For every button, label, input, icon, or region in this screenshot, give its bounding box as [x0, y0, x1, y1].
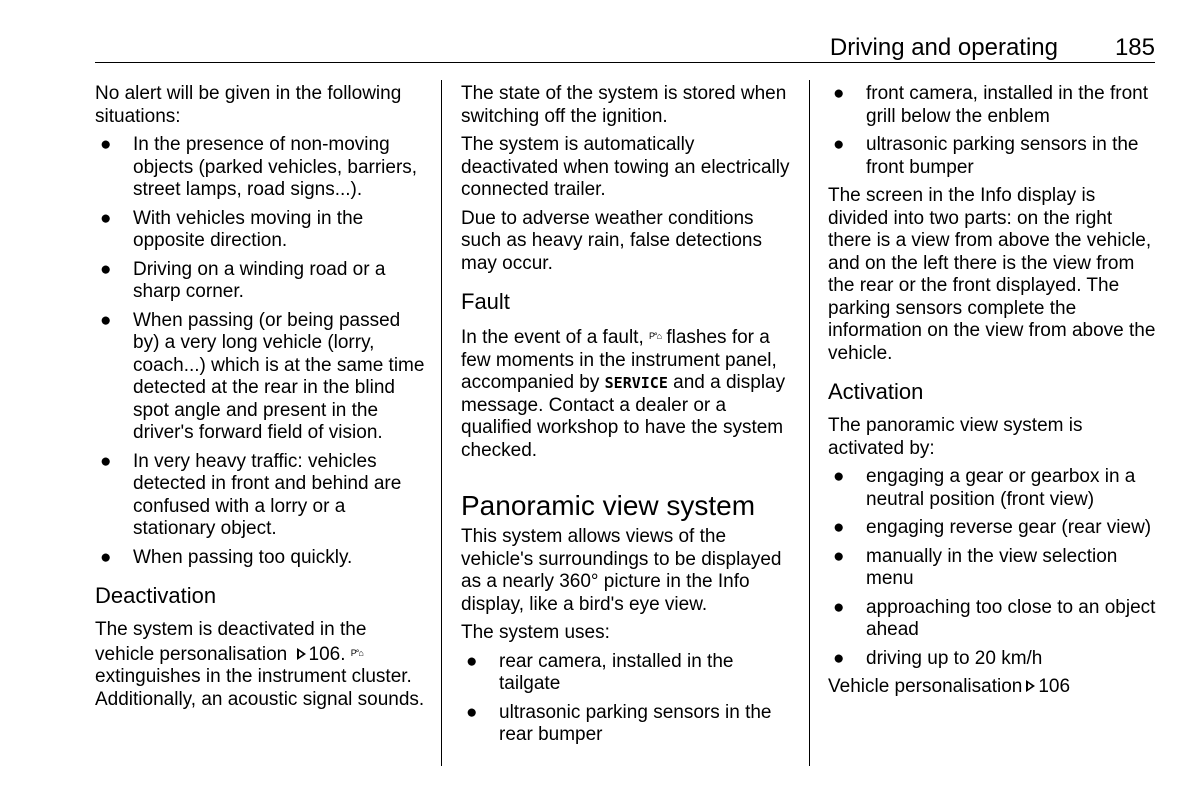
header-title: Driving and operating — [829, 34, 1058, 61]
list-item: ● engaging a gear or gearbox in a neutral position (front view) — [833, 466, 1136, 510]
bullet-icon: ● — [833, 647, 845, 669]
fault-paragraph: In the event of a fault, $^{P^\circ⌂}$ flashes for a few moments in the instrument panel, accompanied by SERVICE and a display message. Contact a dealer or a qualified workshop to have the system checked. — [461, 327, 786, 461]
column-3 — [828, 83, 1160, 705]
system-uses-list — [461, 651, 796, 747]
page-reference-arrow-icon — [1026, 680, 1035, 692]
bullet-icon: ● — [100, 258, 112, 280]
deactivation-paragraph: The system is deactivated in the vehicle personalisation 106. $^{P^\circ⌂}$ extinguishes in the instrument cluster. Additionally, an acoustic signal sounds. — [95, 619, 425, 710]
panoramic-view-heading: Panoramic view system — [461, 490, 756, 521]
bullet-icon: ● — [833, 517, 845, 538]
bullet-icon: ● — [100, 309, 112, 331]
page-reference-arrow-icon — [297, 648, 306, 660]
intro-paragraph: No alert will be given in the following situations: — [95, 83, 402, 127]
list-item: ● approaching too close to an object ahead — [833, 596, 1156, 640]
list-item: ● ultrasonic parking sensors in the front bumper — [833, 134, 1139, 178]
page-reference[interactable]: 106. — [308, 643, 346, 665]
paragraph: The screen in the Info display is divided into two parts: on the right there is a view from above the vehicle, and on the left there is the view from the rear or the front displayed. The parking sensors complete the information on the view from above the vehicle. — [828, 185, 1156, 364]
list-item: ● manually in the view selection menu — [833, 545, 1118, 589]
paragraph: Due to adverse weather conditions such as heavy rain, false detections may occur. — [461, 207, 763, 274]
column-1 — [95, 83, 430, 717]
fault-heading: Fault — [461, 289, 510, 314]
bullet-icon: ● — [100, 546, 112, 568]
list-item: ● front camera, installed in the front grill below the enblem — [833, 83, 1148, 127]
parking-view-indicator-icon: P°⌂ — [350, 647, 363, 658]
list-item: ● engaging reverse gear (rear view) — [833, 517, 1152, 538]
header-rule — [95, 62, 1155, 63]
bullet-icon: ● — [466, 701, 478, 723]
list-item: ● When passing too quickly. — [100, 546, 353, 568]
parking-view-indicator-icon: P°⌂ — [649, 331, 662, 341]
bullet-icon: ● — [833, 134, 845, 155]
bullet-icon: ● — [100, 207, 112, 229]
list-item: ● ultrasonic parking sensors in the rear bumper — [466, 701, 772, 745]
list-item: ● driving up to 20 km/h — [833, 647, 1043, 669]
paragraph: The system is automatically deactivated when towing an electrically connected trailer. — [461, 134, 790, 200]
paragraph: The state of the system is stored when switching off the ignition. — [461, 83, 787, 127]
paragraph: The panoramic view system is activated by: — [828, 415, 1083, 459]
list-item: ● When passing (or being passed by) a very long vehicle (lorry, coach...) which is at the same time detected at the rear in the blind spot angle and present in the driver's forward field of vision. — [100, 309, 425, 443]
page-number: 185 — [1114, 34, 1155, 61]
system-uses-list-continued — [828, 83, 1160, 179]
paragraph: The system uses: — [461, 622, 610, 643]
column-divider-2 — [809, 80, 810, 766]
activation-heading: Activation — [828, 379, 924, 404]
bullet-icon: ● — [833, 466, 845, 487]
page-reference[interactable]: 106 — [1038, 676, 1071, 697]
list-item: ● With vehicles moving in the opposite direction. — [100, 207, 364, 251]
bullet-icon: ● — [833, 83, 845, 104]
bullet-icon: ● — [100, 134, 112, 155]
service-label: SERVICE — [604, 374, 668, 392]
column-2 — [461, 83, 796, 753]
cross-reference: Vehicle personalisation 106 — [828, 676, 1071, 697]
deactivation-heading: Deactivation — [95, 583, 217, 608]
list-item: ● rear camera, installed in the tailgate — [466, 650, 734, 694]
bullet-icon: ● — [100, 450, 112, 472]
list-item: ● In the presence of non-moving objects (parked vehicles, barriers, street lamps, road signs...). — [100, 134, 418, 200]
bullet-icon: ● — [466, 650, 478, 672]
bullet-icon: ● — [833, 545, 845, 567]
bullet-icon: ● — [833, 596, 845, 618]
list-item: ● Driving on a winding road or a sharp corner. — [100, 258, 386, 302]
paragraph: This system allows views of the vehicle's surroundings to be displayed as a nearly 360° picture in the Info display, like a bird's eye view. — [461, 526, 782, 615]
no-alert-list — [95, 134, 430, 569]
column-divider-1 — [441, 80, 442, 766]
activation-list — [828, 466, 1160, 670]
list-item: ● In very heavy traffic: vehicles detected in front and behind are confused with a lorry or a stationary object. — [100, 450, 402, 539]
